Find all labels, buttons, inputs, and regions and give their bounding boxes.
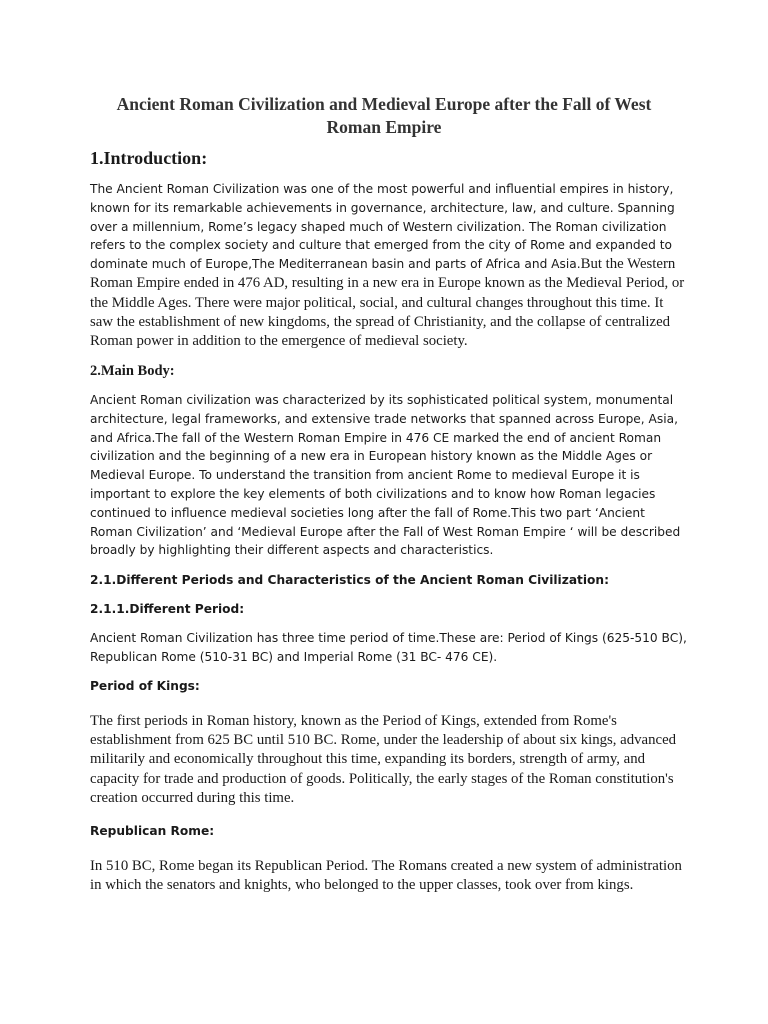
introduction-heading: 1.Introduction:: [90, 148, 208, 168]
period-of-kings-heading: Period of Kings:: [90, 679, 200, 693]
introduction-paragraph: [90, 180, 690, 351]
periods-paragraph: Ancient Roman Civilization has three time period of time.These are: Period of Kings (625-510 BC), Republican Rome (510-31 BC) and Imperial Rome (31 BC- 476 CE).: [90, 631, 687, 664]
introduction-text-serif: But the Western Roman Empire ended in 476 AD, resulting in a new era in Europe known as the Medieval Period, or the Middle Ages. There were major political, social, and cultural changes throughout this time. It saw the establishment of new kingdoms, the spread of Christianity, and the collapse of centralized Roman power in addition to the emergence of medieval society.: [90, 256, 685, 349]
section-2-1-1-heading: 2.1.1.Different Period:: [90, 602, 245, 616]
period-of-kings-paragraph: The first periods in Roman history, known as the Period of Kings, extended from Rome's establishment from 625 BC until 510 BC. Rome, under the leadership of about six kings, advanced militarily and economically throughout this time, expanding its borders, strength of army, and capacity for trade and production of goods. Politically, the early stages of the Roman constitution's creation occurred during this time.: [90, 713, 677, 806]
document-title: Ancient Roman Civilization and Medieval Europe after the Fall of West Roman Empire: [116, 94, 652, 137]
main-body-paragraph: Ancient Roman civilization was characterized by its sophisticated political system, monumental architecture, legal frameworks, and extensive trade networks that spanned across Europe, Asia, and Africa.The fall of the Western Roman Empire in 476 CE marked the end of ancient Roman civilization and the beginning of a new era in European history known as the Middle Ages or Medieval Europe. To understand the transition from ancient Rome to medieval Europe it is important to explore the key elements of both civilizations and to know how Roman legacies continued to influence medieval societies long after the fall of Rome.This two part ‘Ancient Roman Civilization’ and ‘Medieval Europe after the Fall of West Roman Empire ‘ will be described broadly by highlighting their different aspects and characteristics.: [90, 393, 681, 558]
section-2-1-heading: 2.1.Different Periods and Characteristics of the Ancient Roman Civilization:: [90, 573, 609, 587]
republican-rome-paragraph: In 510 BC, Rome began its Republican Period. The Romans created a new system of administration in which the senators and knights, who belonged to the upper classes, took over from kings.: [90, 858, 682, 894]
main-body-heading: 2.Main Body:: [90, 363, 175, 379]
republican-rome-heading: Republican Rome:: [90, 824, 215, 838]
introduction-text-sans: The Ancient Roman Civilization was one of the most powerful and influential empires in history, known for its remarkable achievements in governance, architecture, law, and culture. Spanning over a millennium, Rome’s legacy shaped much of Western civilization. The Roman civilization refers to the complex society and culture that emerged from the city of Rome and expanded to dominate much of Europe,The Mediterranean basin and parts of Africa and Asia.: [90, 182, 675, 272]
